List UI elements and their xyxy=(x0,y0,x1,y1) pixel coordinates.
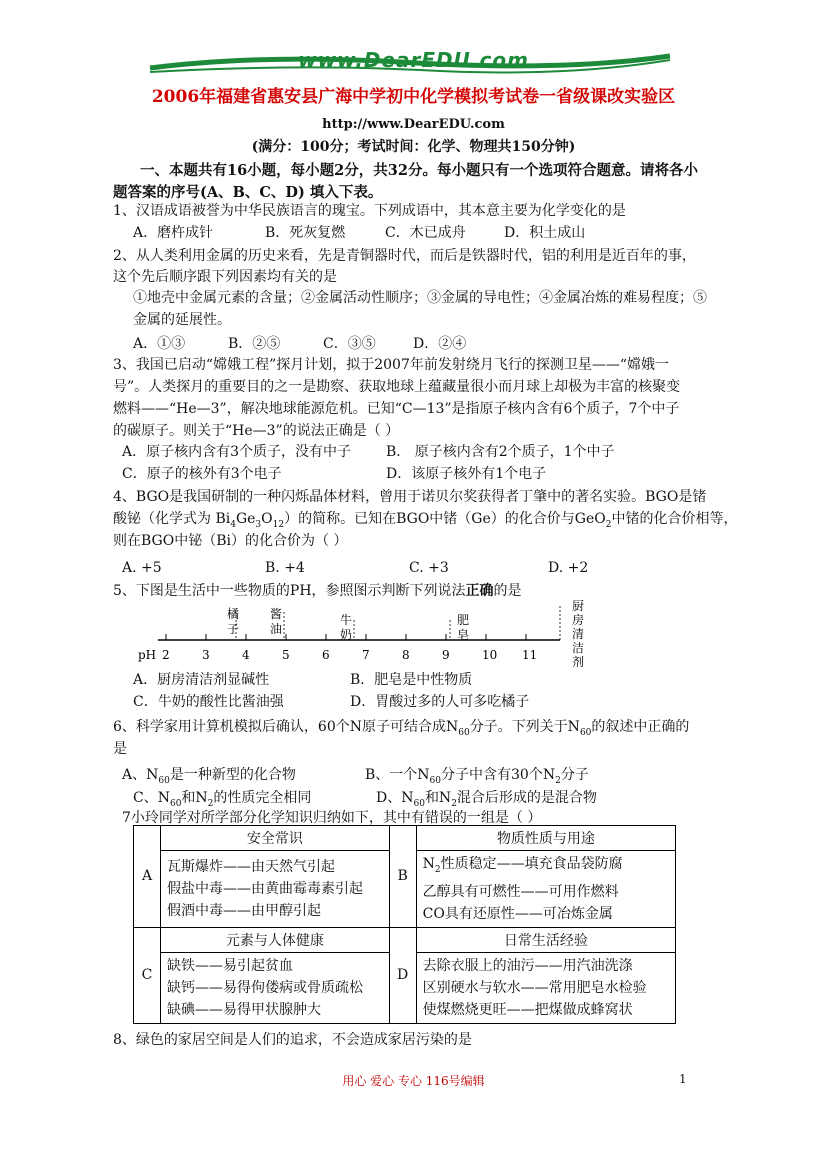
q1-option-c: C．木已成舟 xyxy=(385,225,466,241)
score-info: (满分：100分；考试时间：化学、物理共150分钟) xyxy=(251,139,576,155)
label-soy-1: 酱 xyxy=(270,607,283,621)
label-orange-2: 子 xyxy=(227,622,240,636)
ph-tick-label: 3 xyxy=(202,648,210,662)
page-number: 1 xyxy=(679,1072,687,1086)
ph-tick-label: 5 xyxy=(282,648,290,662)
section1-instruction-line2: 题答案的序号(A、B、C、D) 填入下表。 xyxy=(113,184,383,201)
label-milk-2: 奶 xyxy=(340,628,353,642)
q7-key-c: C xyxy=(134,927,161,1023)
q1-stem: 1、汉语成语被誉为中华民族语言的瑰宝。下列成语中，其本意主要为化学变化的是 xyxy=(113,203,626,219)
q7-cell-d: 去除衣服上的油污——用汽油洗涤 区别硬水与软水——常用肥皂水检验 使煤燃烧更旺——把煤做成蜂窝状 xyxy=(416,952,675,1023)
q4-option-c: C. +3 xyxy=(409,560,449,576)
ph-tick-label: 4 xyxy=(242,648,250,662)
source-url[interactable]: http://www.DearEDU.com xyxy=(322,117,505,132)
ph-tick-label: 9 xyxy=(442,648,450,662)
q5-stem: 5、下图是生活中一些物质的PH，参照图示判断下列说法正确的是 xyxy=(113,583,522,599)
q6-stem-line2: 是 xyxy=(113,741,127,757)
q6-option-b: B、一个$N_{60}$分子中含有30个$N_2$分子 xyxy=(365,767,589,786)
q4-option-d: D. +2 xyxy=(548,560,589,576)
q3-option-b: B． 原子核内含有2个质子，1个中子 xyxy=(386,444,615,460)
label-soap-1: 肥 xyxy=(457,613,470,627)
q3-stem-line4: 的碳原子。则关于“He—3”的说法正确是（ ） xyxy=(113,423,400,439)
q7-cell-a: 瓦斯爆炸——由天然气引起 假盐中毒——由黄曲霉毒素引起 假酒中毒——由甲醇引起 xyxy=(161,851,390,928)
q7-cell-b: $N_2$性质稳定——填充食品袋防腐 乙醇具有可燃性——可用作燃料 CO具有还原性——可冶炼金属 xyxy=(416,851,675,928)
q2-stem-line2: 这个先后顺序跟下列因素均有关的是 xyxy=(113,269,337,285)
label-cleaner-3: 清 xyxy=(572,627,585,641)
q4-stem-line1: 4、BGO是我国研制的一种闪烁晶体材料，曾用于诺贝尔奖获得者丁肇中的著名实验。BGO是锗 xyxy=(113,489,707,505)
q2-option-d: D．②④ xyxy=(413,336,467,352)
brand-logo-text: www.DearEDU.com xyxy=(298,48,529,72)
q6-option-d: D、$N_{60}$和$N_2$混合后形成的是混合物 xyxy=(376,790,597,809)
q6-stem-line1: 6、科学家用计算机模拟后确认，60个N原子可结合成$N_{60}$分子。下列关于$N_{60}$的叙述中正确的 xyxy=(113,719,690,738)
q7-key-d: D xyxy=(389,927,416,1023)
q4-option-a: A. +5 xyxy=(122,560,162,576)
q2-stem-line1: 2、从人类利用金属的历史来看，先是青铜器时代，而后是铁器时代，铝的利用是近百年的事， xyxy=(113,248,696,264)
q3-option-c: C．原子的核外有3个电子 xyxy=(122,466,282,482)
ph-axis-label: pH xyxy=(138,648,157,662)
label-cleaner-1: 厨 xyxy=(572,600,585,613)
q2-option-a: A．①③ xyxy=(133,336,186,352)
q3-stem-line1: 3、我国已启动“嫦娥工程”探月计划，拟于2007年前发射绕月飞行的探测卫星——“嫦娥一 xyxy=(113,357,670,373)
footer-text: 用心 爱心 专心 116号编辑 xyxy=(342,1074,485,1088)
q5-option-a: A．厨房清洁剂显碱性 xyxy=(133,672,270,688)
q3-stem-line3: 燃料——“He—3”，解决地球能源危机。已知“C—13”是指原子核内含有6个质子，7个中子 xyxy=(113,401,680,417)
q4-stem-line3: 则在BGO中铋（Bi）的化合价为（ ） xyxy=(113,533,348,549)
q3-option-a: A．原子核内含有3个质子，没有中子 xyxy=(122,444,352,460)
ph-tick-label: 8 xyxy=(402,648,410,662)
q6-option-a: A、$N_{60}$是一种新型的化合物 xyxy=(122,767,296,786)
label-soap-2: 皂 xyxy=(457,628,470,642)
q4-stem-line2: 酸铋（化学式为 $Bi_4Ge_3O_{12}$）的简称。已知在BGO中锗（Ge）的化合价与GeO$_2$中锗的化合价相等， xyxy=(113,511,738,530)
label-milk-1: 牛 xyxy=(340,613,353,627)
q1-option-b: B．死灰复燃 xyxy=(265,225,346,241)
q2-items-line2: 金属的延展性。 xyxy=(133,312,231,328)
label-orange-1: 橘 xyxy=(227,607,240,621)
q1-option-a: A．磨杵成针 xyxy=(133,225,214,241)
ph-tick-label: 11 xyxy=(522,648,538,662)
q2-items-line1: ①地壳中金属元素的含量；②金属活动性顺序；③金属的导电性；④金属冶炼的难易程度；⑤ xyxy=(133,290,707,306)
ph-tick-label: 6 xyxy=(322,648,330,662)
q7-stem: 7小玲同学对所学部分化学知识归纳如下，其中有错误的一组是（ ） xyxy=(122,810,542,826)
q5-option-c: C．牛奶的酸性比酱油强 xyxy=(133,694,284,710)
q6-option-c: C、$N_{60}$和$N_2$的性质完全相同 xyxy=(133,790,312,809)
label-cleaner-5: 剂 xyxy=(572,655,585,669)
ph-tick-label: 7 xyxy=(362,648,370,662)
section1-instruction-line1: 一、本题共有16小题，每小题2分，共32分。每小题只有一个选项符合题意。请将各小 xyxy=(140,162,698,179)
page-title: 2006年福建省惠安县广海中学初中化学模拟考试卷一省级课改实验区 xyxy=(151,87,676,107)
q7-head-b: 物质性质与用途 xyxy=(416,826,675,851)
ph-tick-label: 10 xyxy=(482,648,498,662)
ph-tick-label: 2 xyxy=(162,648,170,662)
q2-option-c: C．③⑤ xyxy=(323,336,376,352)
q7-key-b: B xyxy=(389,826,416,928)
q7-cell-c: 缺铁——易引起贫血 缺钙——易得佝偻病或骨质疏松 缺碘——易得甲状腺肿大 xyxy=(161,952,390,1023)
q4-option-b: B. +4 xyxy=(265,560,305,576)
q1-option-d: D．积土成山 xyxy=(504,225,586,241)
q3-option-d: D．该原子核外有1个电子 xyxy=(386,466,547,482)
q7-head-d: 日常生活经验 xyxy=(416,927,675,952)
q7-head-c: 元素与人体健康 xyxy=(161,927,390,952)
q3-stem-line2: 号”。人类探月的重要目的之一是勘察、获取地球上蕴藏量很小而月球上却极为丰富的核聚变 xyxy=(113,379,681,395)
q7-table xyxy=(133,825,676,1024)
q5-option-b: B．肥皂是中性物质 xyxy=(350,672,473,688)
q7-key-a: A xyxy=(134,826,161,928)
label-cleaner-2: 房 xyxy=(572,613,585,627)
q5-option-d: D．胃酸过多的人可多吃橘子 xyxy=(350,694,530,710)
q7-head-a: 安全常识 xyxy=(161,826,390,851)
label-cleaner-4: 洁 xyxy=(572,641,585,655)
label-soy-2: 油 xyxy=(270,622,283,636)
ph-scale-diagram xyxy=(130,600,610,672)
q8-stem: 8、绿色的家居空间是人们的追求，不会造成家居污染的是 xyxy=(113,1032,472,1048)
q2-option-b: B．②⑤ xyxy=(228,336,281,352)
